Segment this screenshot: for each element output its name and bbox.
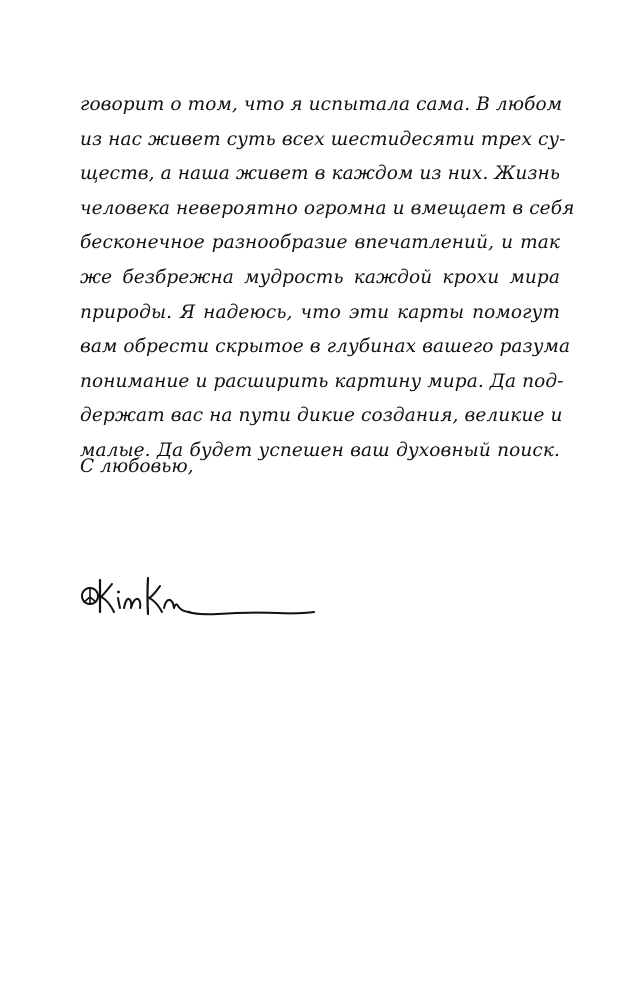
letter-closing: С любовью, (80, 456, 194, 477)
letter-line: из нас живет суть всех шестидесяти трех су- (80, 128, 566, 150)
letter-line: понимание и расширить картину мира. Да под- (80, 370, 564, 392)
letter-line: говорит о том, что я испытала сама. В любом (80, 94, 563, 115)
letter-body (80, 88, 575, 469)
letter-line: малые. Да будет успешен ваш духовный поиск. (80, 439, 560, 461)
letter-line: природы. Я надеюсь, что эти карты помогут (80, 301, 560, 323)
letter-line: ществ, а наша живет в каждом из них. Жизнь (80, 163, 560, 185)
letter-line: бесконечное разнообразие впечатлений, и так (80, 232, 560, 254)
letter-line: вам обрести скрытое в глубинах вашего разума (80, 336, 571, 358)
letter-line: человека невероятно огромна и вмещает в себя (80, 197, 575, 219)
letter-line: держат вас на пути дикие создания, великие и (80, 405, 563, 427)
signature-image (78, 568, 328, 638)
letter-line: же безбрежна мудрость каждой крохи мира (80, 266, 560, 288)
